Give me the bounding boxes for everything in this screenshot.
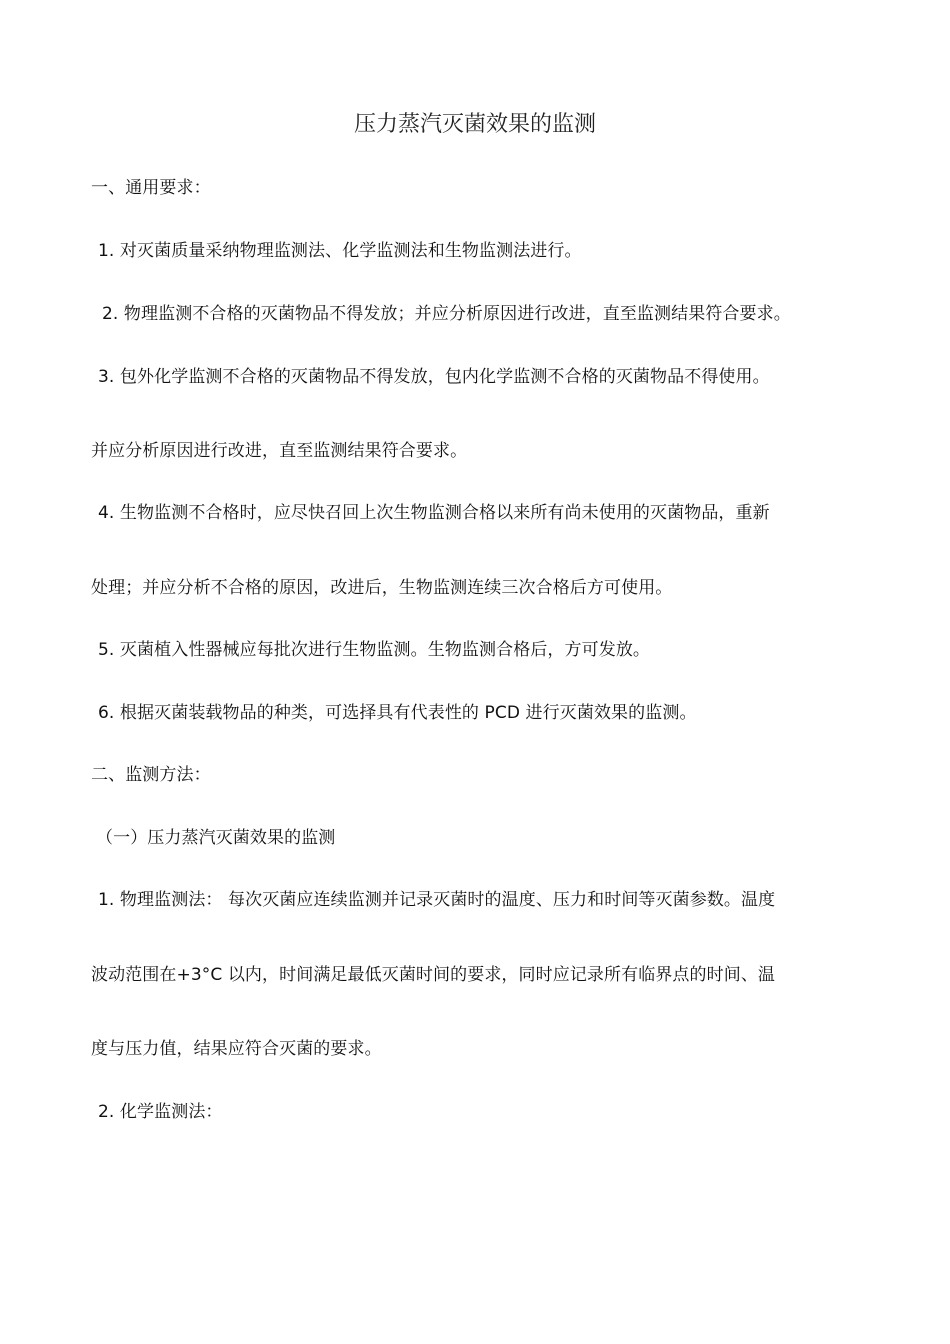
paragraph-item-1: 1. 对灭菌质量采纳物理监测法、化学监测法和生物监测法进行。 bbox=[98, 241, 582, 261]
section-heading-general-requirements: 一、通用要求： bbox=[91, 178, 211, 198]
paragraph-physical-method-line-3: 度与压力值，结果应符合灭菌的要求。 bbox=[91, 1039, 382, 1059]
subsection-heading-steam-sterilization: （一）压力蒸汽灭菌效果的监测 bbox=[96, 828, 336, 848]
paragraph-item-4-line-2: 处理；并应分析不合格的原因，改进后，生物监测连续三次合格后方可使用。 bbox=[91, 578, 673, 598]
paragraph-physical-method-line-1: 1. 物理监测法： 每次灭菌应连续监测并记录灭菌时的温度、压力和时间等灭菌参数。温度 bbox=[98, 890, 776, 910]
paragraph-item-4-line-1: 4. 生物监测不合格时，应尽快召回上次生物监测合格以来所有尚未使用的灭菌物品，重新 bbox=[98, 503, 770, 523]
paragraph-item-5: 5. 灭菌植入性器械应每批次进行生物监测。生物监测合格后，方可发放。 bbox=[98, 640, 651, 660]
paragraph-item-3-line-1: 3. 包外化学监测不合格的灭菌物品不得发放，包内化学监测不合格的灭菌物品不得使用。 bbox=[98, 367, 770, 387]
paragraph-item-3-line-2: 并应分析原因进行改进，直至监测结果符合要求。 bbox=[91, 441, 468, 461]
paragraph-item-6: 6. 根据灭菌装载物品的种类，可选择具有代表性的 PCD 进行灭菌效果的监测。 bbox=[98, 703, 697, 723]
paragraph-chemical-method: 2. 化学监测法： bbox=[98, 1102, 223, 1122]
section-heading-monitoring-methods: 二、监测方法： bbox=[91, 765, 211, 785]
paragraph-physical-method-line-2: 波动范围在+3°C 以内，时间满足最低灭菌时间的要求，同时应记录所有临界点的时间、温 bbox=[91, 965, 776, 985]
document-title: 压力蒸汽灭菌效果的监测 bbox=[353, 112, 596, 137]
paragraph-item-2: 2. 物理监测不合格的灭菌物品不得发放；并应分析原因进行改进，直至监测结果符合要求。 bbox=[102, 304, 791, 324]
